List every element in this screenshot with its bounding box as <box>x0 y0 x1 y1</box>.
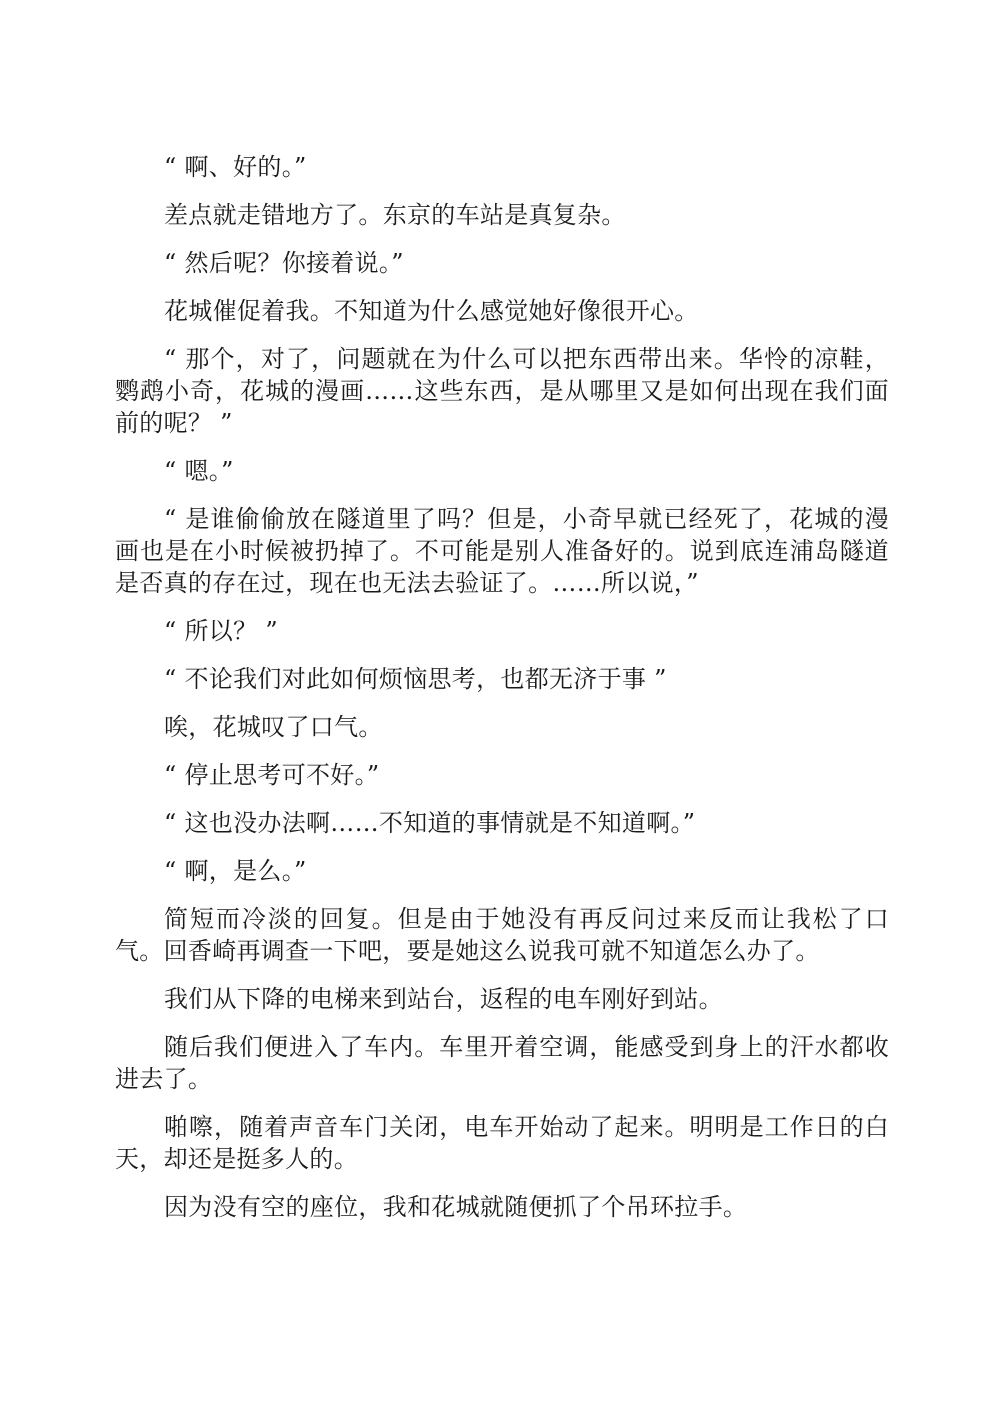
paragraph: “ 所以？ ” <box>164 617 278 645</box>
document-page <box>115 151 889 1239</box>
paragraph: 简短而冷淡的回复。但是由于她没有再反问过来反而让我松了口气。回香崎再调查一下吧，要是她这么说我可就不知道怎么办了。 <box>115 905 889 965</box>
paragraph: “ 然后呢？你接着说。” <box>164 249 404 277</box>
paragraph: “ 是谁偷偷放在隧道里了吗？但是，小奇早就已经死了，花城的漫画也是在小时候被扔掉了。不可能是别人准备好的。说到底连浦岛隧道是否真的存在过，现在也无法去验证了。……所以说，” <box>115 505 889 597</box>
paragraph: 因为没有空的座位，我和花城就随便抓了个吊环拉手。 <box>164 1193 748 1221</box>
paragraph: 随后我们便进入了车内。车里开着空调，能感受到身上的汗水都收进去了。 <box>115 1033 889 1093</box>
paragraph: “ 啊，是么。” <box>164 857 307 885</box>
paragraph: 差点就走错地方了。东京的车站是真复杂。 <box>164 201 626 229</box>
paragraph: “ 那个，对了，问题就在为什么可以把东西带出来。华怜的凉鞋，鹦鹉小奇，花城的漫画……这些东西，是从哪里又是如何出现在我们面前的呢？ ” <box>115 345 889 437</box>
paragraph: “ 嗯。” <box>164 457 234 485</box>
paragraph: 唉，花城叹了口气。 <box>164 713 383 741</box>
paragraph: “ 停止思考可不好。” <box>164 761 380 789</box>
paragraph: 啪嚓，随着声音车门关闭，电车开始动了起来。明明是工作日的白天，却还是挺多人的。 <box>115 1113 889 1173</box>
paragraph: “ 不论我们对此如何烦恼思考，也都无济于事 ” <box>164 665 667 693</box>
paragraph: 花城催促着我。不知道为什么感觉她好像很开心。 <box>164 297 699 325</box>
paragraph: 我们从下降的电梯来到站台，返程的电车刚好到站。 <box>164 985 723 1013</box>
paragraph: “ 这也没办法啊……不知道的事情就是不知道啊。” <box>164 809 696 837</box>
paragraph: “ 啊、好的。” <box>164 153 307 181</box>
